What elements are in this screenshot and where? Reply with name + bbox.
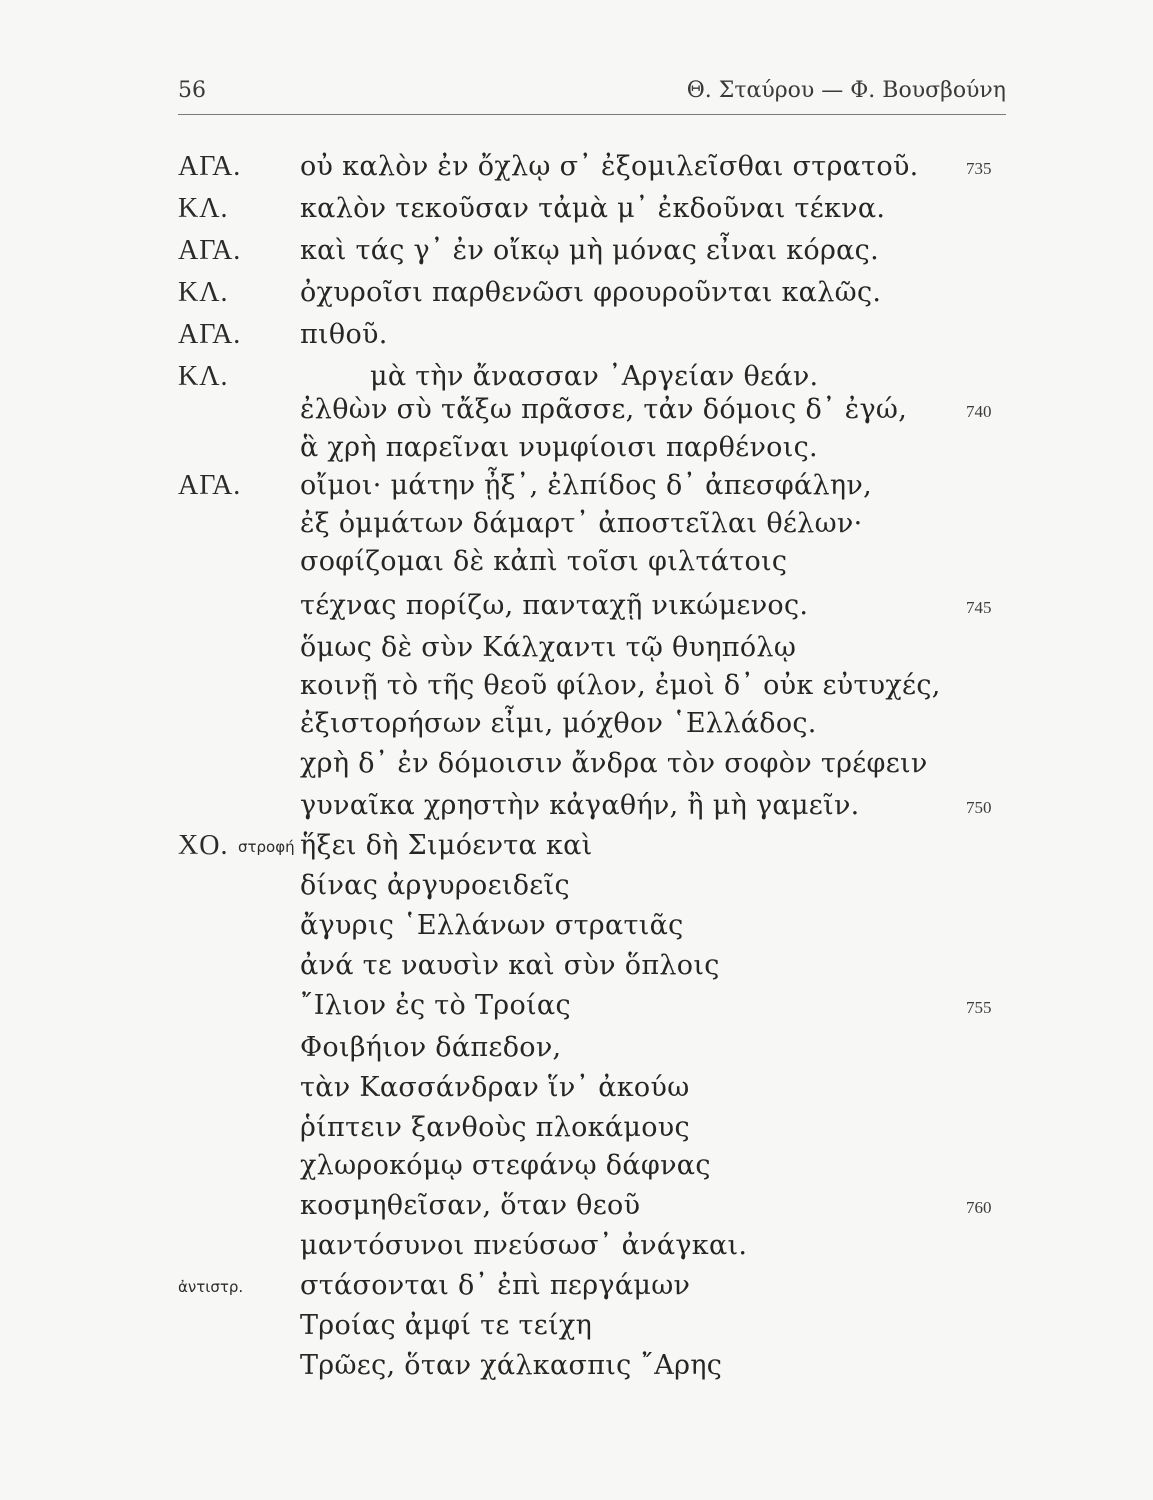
- speaker: ΚΛ.: [178, 277, 229, 308]
- verse-text: ὀχυροῖσι παρθενῶσι φρουροῦνται καλῶς.: [300, 277, 882, 308]
- verse-text: πιθοῦ.: [300, 319, 388, 350]
- strophe-label: στροφή: [238, 838, 295, 856]
- line-number: 755: [966, 998, 992, 1017]
- verse-text: γυναῖκα χρηστὴν κἀγαθήν, ἢ μὴ γαμεῖν.: [300, 790, 860, 821]
- verse-text: τέχνας πορίζω, πανταχῇ νικώμενος.: [300, 590, 809, 621]
- verse-text: τὰν Κασσάνδραν ἵν᾿ ἀκούω: [300, 1072, 690, 1103]
- verse-text: δίνας ἀργυροειδεῖς: [300, 870, 570, 901]
- verse-line: [0, 508, 1153, 548]
- verse-line: [0, 470, 1153, 510]
- verse-line: [0, 990, 1153, 1030]
- page-number: 56: [178, 78, 206, 103]
- speaker: ΚΛ.: [178, 361, 229, 392]
- verse-line: [0, 1270, 1153, 1310]
- verse-line: [0, 432, 1153, 472]
- line-number: 760: [966, 1198, 992, 1217]
- line-number: 740: [966, 402, 992, 421]
- verse-text: ἐξ ὀμμάτων δάμαρτ᾿ ἀποστεῖλαι θέλων·: [300, 508, 863, 539]
- verse-line: [0, 1072, 1153, 1112]
- verse-text: καὶ τάς γ᾿ ἐν οἴκῳ μὴ μόνας εἶναι κόρας.: [300, 235, 879, 266]
- verse-text: κοινῇ τὸ τῆς θεοῦ φίλον, ἐμοὶ δ᾿ οὐκ εὐτυχές,: [300, 670, 941, 701]
- verse-line: [0, 950, 1153, 990]
- verse-line: [0, 870, 1153, 910]
- verse-line: [0, 1230, 1153, 1270]
- verse-line: [0, 748, 1153, 788]
- line-number: 750: [966, 798, 992, 817]
- verse-line: [0, 670, 1153, 710]
- verse-text: ῥίπτειν ξανθοὺς πλοκάμους: [300, 1112, 690, 1143]
- verse-text: ἀνά τε ναυσὶν καὶ σὺν ὅπλοις: [300, 950, 720, 981]
- verse-text: Τροίας ἀμφί τε τείχη: [300, 1310, 593, 1341]
- verse-line: [0, 1150, 1153, 1190]
- verse-text: σοφίζομαι δὲ κἀπὶ τοῖσι φιλτάτοις: [300, 546, 788, 577]
- verse-line: [0, 151, 1153, 191]
- verse-text: μὰ τὴν ἄνασσαν ᾿Αργείαν θεάν.: [370, 361, 819, 392]
- verse-line: [0, 632, 1153, 672]
- speaker: ΑΓΑ.: [178, 235, 242, 266]
- verse-text: ἐξιστορήσων εἶμι, μόχθον ῾Ελλάδος.: [300, 708, 817, 739]
- verse-line: [0, 193, 1153, 233]
- antistrophe-label: ἀντιστρ.: [178, 1278, 244, 1296]
- verse-line: [0, 277, 1153, 317]
- verse-line: [0, 1032, 1153, 1072]
- speaker: ΚΛ.: [178, 193, 229, 224]
- verse-line: [0, 235, 1153, 275]
- verse-line: [0, 319, 1153, 359]
- line-number: 735: [966, 159, 992, 178]
- verse-text: Φοιβήιον δάπεδον,: [300, 1032, 562, 1063]
- verse-text: ἄγυρις ῾Ελλάνων στρατιᾶς: [300, 910, 684, 941]
- verse-text: χρὴ δ᾿ ἐν δόμοισιν ἄνδρα τὸν σοφὸν τρέφειν: [300, 748, 928, 779]
- verse-text: χλωροκόμῳ στεφάνῳ δάφνας: [300, 1150, 711, 1181]
- verse-text: μαντόσυνοι πνεύσωσ᾿ ἀνάγκαι.: [300, 1230, 748, 1261]
- speaker: ΑΓΑ.: [178, 151, 242, 182]
- verse-line: [0, 1350, 1153, 1390]
- verse-line: [0, 830, 1153, 870]
- running-title: Θ. Σταύρου — Φ. Βουσβούνη: [686, 78, 1006, 103]
- verse-text: ῎Ιλιον ἐς τὸ Τροίας: [300, 990, 571, 1021]
- verse-text: Τρῶες, ὅταν χάλκασπις ῎Αρης: [300, 1350, 723, 1381]
- verse-text: ὅμως δὲ σὺν Κάλχαντι τῷ θυηπόλῳ: [300, 632, 797, 663]
- speaker: ΧΟ.: [178, 830, 229, 861]
- verse-line: [0, 708, 1153, 748]
- verse-text: ἐλθὼν σὺ τἄξω πρᾶσσε, τἀν δόμοις δ᾿ ἐγώ,: [300, 394, 908, 425]
- verse-line: [0, 790, 1153, 830]
- verse-line: [0, 1112, 1153, 1152]
- verse-line: [0, 910, 1153, 950]
- verse-text: οἴμοι· μάτην ᾖξ᾿, ἐλπίδος δ᾿ ἀπεσφάλην,: [300, 470, 873, 501]
- verse-line: [0, 1310, 1153, 1350]
- verse-text: οὐ καλὸν ἐν ὄχλῳ σ᾿ ἐξομιλεῖσθαι στρατοῦ.: [300, 151, 919, 182]
- verse-line: [0, 1190, 1153, 1230]
- verse-text: ἃ χρὴ παρεῖναι νυμφίοισι παρθένοις.: [300, 432, 818, 463]
- verse-text: κοσμηθεῖσαν, ὅταν θεοῦ: [300, 1190, 641, 1221]
- speaker: ΑΓΑ.: [178, 470, 242, 501]
- verse-line: [0, 394, 1153, 434]
- verse-text: ἥξει δὴ Σιμόεντα καὶ: [300, 830, 593, 861]
- verse-text: στάσονται δ᾿ ἐπὶ περγάμων: [300, 1270, 691, 1301]
- verse-line: [0, 546, 1153, 586]
- verse-text: καλὸν τεκοῦσαν τἀμὰ μ᾿ ἐκδοῦναι τέκνα.: [300, 193, 886, 224]
- verse-line: [0, 590, 1153, 630]
- line-number: 745: [966, 598, 992, 617]
- speaker: ΑΓΑ.: [178, 319, 242, 350]
